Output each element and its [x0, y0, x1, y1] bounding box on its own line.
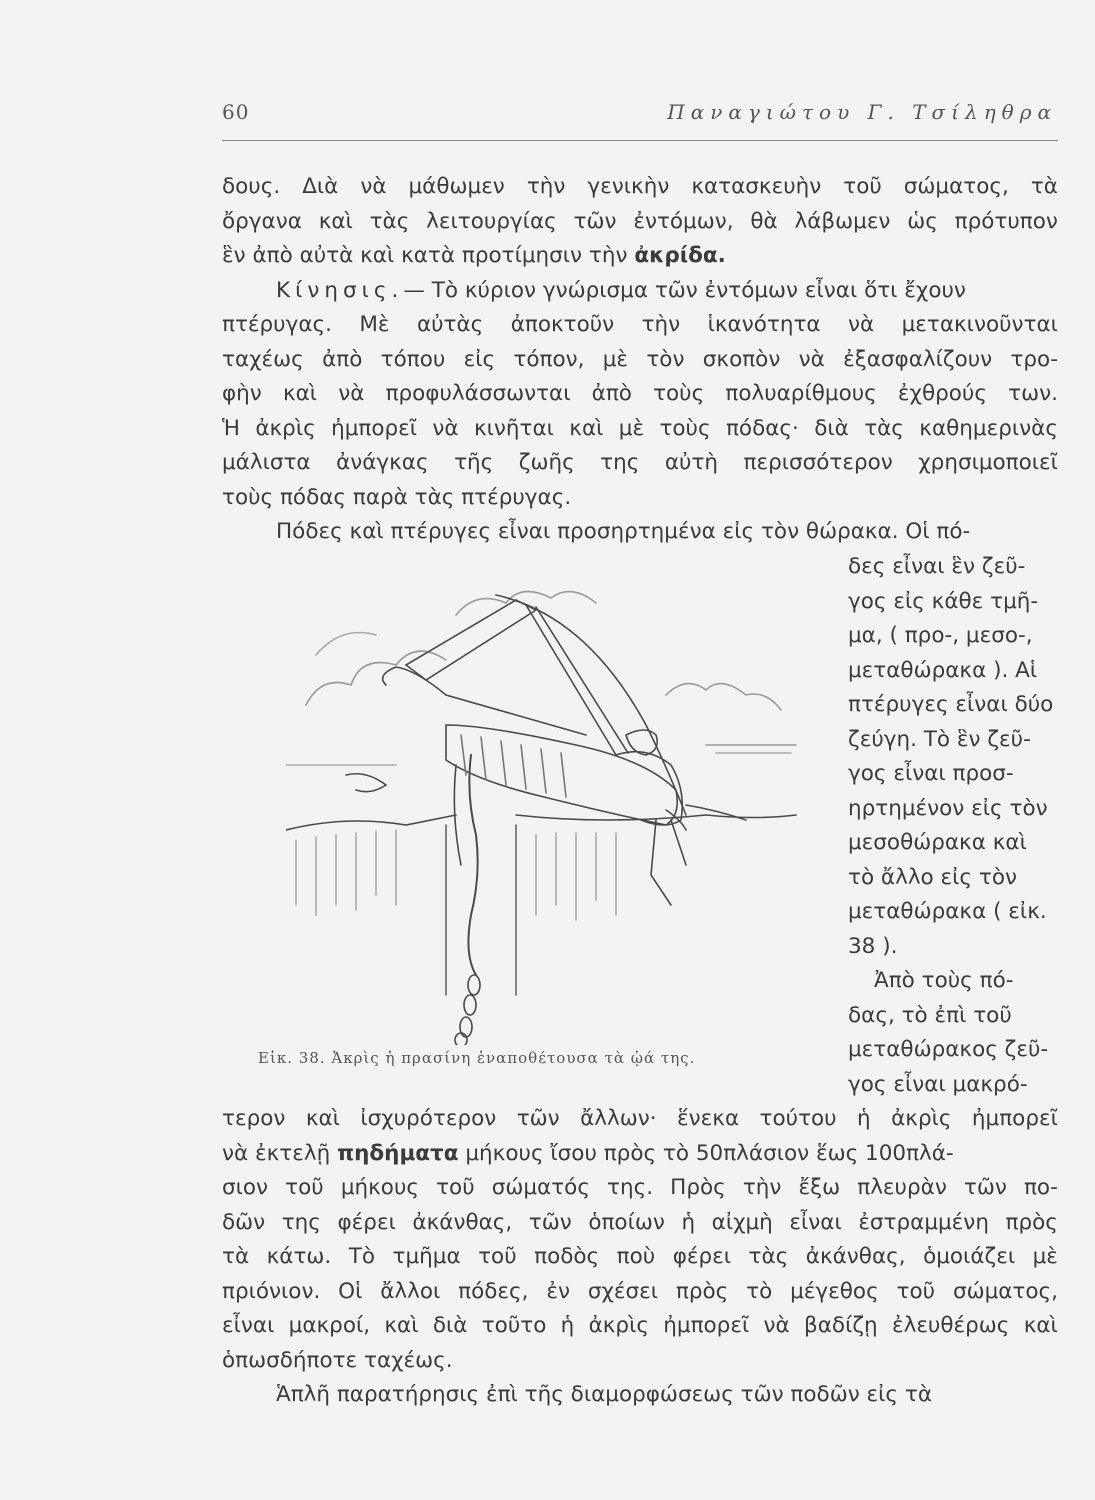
word: ἔξω — [798, 1175, 841, 1200]
side-line: πτέρυγες εἶναι δύο — [848, 692, 1054, 717]
text-line: τοὺς πόδας παρὰ τὰς πτέρυγας. — [222, 484, 572, 510]
text-segment: μήκους ἴσου πρὸς τὸ 50πλάσιον ἕως 100πλά- — [458, 1140, 954, 1166]
word: τῶν — [573, 208, 617, 234]
word: Ἡ — [222, 415, 240, 441]
side-line: δας, τὸ ἐπὶ τοῦ — [848, 1002, 1012, 1028]
word: ἄλλοι — [380, 1278, 441, 1304]
word: εἶναι — [222, 1313, 275, 1338]
word: σιον — [222, 1175, 269, 1200]
word: ὁποίων — [588, 1209, 665, 1235]
word: μάλιστα — [222, 450, 311, 475]
word: διὰ — [432, 1313, 468, 1338]
text-segment: νὰ ἐκτελῇ — [222, 1140, 338, 1166]
word: χρησιμοποιεῖ — [918, 450, 1058, 475]
word: σώματος, — [952, 1278, 1058, 1304]
word: Μὲ — [359, 312, 390, 337]
word: ἠμπορεῖ — [971, 1106, 1058, 1131]
word: τὸν — [646, 346, 685, 372]
grasshopper-illustration — [286, 575, 806, 1045]
word: ποὺ — [616, 1244, 656, 1269]
text-line: Πόδες καὶ πτέρυγες εἶναι προσηρτημένα εἰς τὸν θώρακα. Οἱ πό- — [276, 519, 971, 544]
word: ἀποκτοῦν — [510, 312, 615, 337]
top-text-block — [222, 170, 1058, 550]
word: ἐστραμμένη — [858, 1209, 989, 1235]
word: τῆς — [454, 450, 494, 475]
word: ἱκανότητα — [707, 312, 821, 337]
word: των. — [1008, 381, 1058, 406]
word: τὰς — [748, 1244, 789, 1269]
text-line: Ἁπλῆ παρατήρησις ἐπὶ τῆς διαμορφώσεως τῶν ποδῶν εἰς τὰ — [276, 1382, 933, 1407]
side-line: τὸ ἄλλο εἰς τὸν — [848, 864, 1017, 890]
word: μάθωμεν — [408, 174, 505, 199]
word: φέρει — [672, 1244, 732, 1269]
emphasis-term: πηδήματα — [337, 1140, 459, 1166]
word: θὰ — [750, 208, 778, 234]
word: τοῦ — [285, 1175, 324, 1200]
word: ἀκάνθας, — [805, 1244, 906, 1269]
word: ἀκάνθας, — [412, 1209, 513, 1235]
word: ποδὸς — [534, 1244, 600, 1269]
text-line — [222, 446, 1058, 481]
word: ὁμοιάζει — [923, 1244, 1016, 1269]
text-line — [222, 239, 1058, 274]
word: λάβωμεν — [794, 208, 891, 234]
text-line — [222, 1102, 1058, 1137]
running-head: Παναγιώτου Γ. Τσίληθρα — [667, 100, 1057, 124]
word: τῶν — [516, 1106, 560, 1131]
word: ὄργανα — [222, 208, 302, 234]
word: ζωῆς — [518, 450, 575, 475]
side-line: δες εἶναι ἓν ζεῦ- — [848, 554, 1026, 579]
word: κάτω. — [266, 1244, 332, 1269]
word: νὰ — [338, 381, 365, 406]
text-line — [222, 1171, 1058, 1206]
emphasis-term: ἀκρίδα. — [634, 243, 726, 268]
text-line — [222, 205, 1058, 240]
word: αἰχμὴ — [711, 1209, 773, 1235]
side-line: μα, ( προ-, μεσο-, — [848, 623, 1033, 648]
text-line — [222, 1309, 1058, 1344]
word: νὰ — [798, 346, 825, 372]
word: μέγεθος — [790, 1278, 879, 1304]
word: μὲ — [1032, 1244, 1058, 1269]
word: Πρὸς — [670, 1175, 726, 1200]
word: ἠμπορεῖ — [331, 415, 418, 441]
word: προφυλάσσωνται — [385, 381, 571, 406]
word: τὰ — [222, 1244, 250, 1269]
word: ἀνάγκας — [336, 450, 429, 475]
word: κατασκευὴν — [691, 174, 822, 199]
word: δους. — [222, 174, 281, 199]
word: καὶ — [305, 1106, 340, 1131]
word: ἐντόμων, — [633, 208, 734, 234]
section-heading: Κίνησις. — [276, 277, 404, 303]
word: πριόνιον. — [222, 1278, 321, 1304]
side-line: μεταθώρακα ). Αἱ — [848, 657, 1038, 683]
text-line — [222, 412, 1058, 447]
word: μακροί, — [288, 1313, 371, 1338]
word: δῶν — [222, 1209, 266, 1235]
word: φέρει — [337, 1209, 396, 1235]
word: ἡ — [857, 1106, 871, 1131]
word: ἕνεκα — [677, 1106, 740, 1131]
header-rule — [222, 140, 1058, 141]
word: ἀκρὶς — [891, 1106, 952, 1131]
page-number: 60 — [222, 100, 250, 124]
word: ἐχθρούς — [897, 381, 987, 406]
word: ἀπὸ — [591, 381, 632, 406]
word: αὐτὴ — [664, 450, 719, 475]
word: τῶν — [963, 1175, 1007, 1200]
word: ἐν — [546, 1278, 570, 1304]
word: της. — [607, 1175, 654, 1200]
bottom-text-block — [222, 1102, 1058, 1413]
word: ἐλευθέρως — [891, 1313, 1010, 1338]
text-line — [222, 377, 1058, 412]
section-lead-line — [222, 274, 1058, 309]
word: της — [600, 450, 640, 475]
word: τρο- — [1010, 346, 1058, 372]
word: μὲ — [602, 346, 629, 372]
word: πρὸς — [675, 1278, 729, 1304]
word: καὶ — [384, 1313, 419, 1338]
word: ἄλλων· — [580, 1106, 657, 1131]
word: ἠμπορεῖ — [663, 1313, 750, 1338]
word: καὶ — [282, 381, 318, 406]
word: σχέσει — [587, 1278, 659, 1304]
word: νὰ — [360, 174, 387, 199]
word: τοῦ — [843, 174, 882, 199]
word: ταχέως — [222, 346, 304, 372]
word: τὴν — [641, 312, 681, 337]
word: τῶν — [528, 1209, 572, 1235]
word: μήκους — [340, 1175, 420, 1200]
word: τοὺς — [659, 415, 711, 441]
word: διὰ — [814, 415, 849, 441]
word: βαδίζῃ — [804, 1313, 878, 1338]
word: τοῦ — [478, 1244, 517, 1269]
word: πρὸς — [1005, 1209, 1058, 1235]
word: της — [281, 1209, 321, 1235]
word: τοῦ — [436, 1175, 475, 1200]
word: ἀκρὶς — [255, 415, 316, 441]
word: καὶ — [569, 415, 604, 441]
word: σκοπὸν — [702, 346, 781, 372]
word: εἰς — [463, 346, 496, 372]
word: τόπου — [380, 346, 446, 372]
side-line: μεταθώρακος ζεῦ- — [848, 1037, 1049, 1062]
word: σώματος, — [903, 174, 1009, 199]
word: Τὸ — [348, 1244, 376, 1269]
side-line: 38 ). — [848, 933, 898, 959]
word: τούτου — [759, 1106, 837, 1131]
word: τμῆμα — [392, 1244, 461, 1269]
word: κινῆται — [473, 415, 554, 441]
word: ἀκρὶς — [588, 1313, 649, 1338]
word: ἀπὸ — [322, 346, 363, 372]
word: τόπον, — [513, 346, 585, 372]
side-line: ηρτημένον εἰς τὸν — [848, 795, 1048, 821]
word: πρότυπον — [954, 208, 1058, 234]
figure-caption: Εἰκ. 38. Ἀκρὶς ἡ πρασίνη ἐναποθέτουσα τὰ ᾠά της. — [258, 1049, 696, 1067]
word: πόδας· — [725, 415, 799, 441]
side-line: Ἀπὸ τοὺς πό- — [874, 968, 1014, 993]
word: τὴν — [742, 1175, 782, 1200]
word: πολυαρίθμους — [725, 381, 877, 406]
word: τὸ — [746, 1278, 773, 1304]
word: πο- — [1023, 1175, 1058, 1200]
word: αὐτὰς — [416, 312, 484, 337]
word: ἰσχυρότερον — [360, 1106, 497, 1131]
word: ὡς — [907, 208, 938, 234]
word: ἡ — [560, 1313, 575, 1338]
word: σώματός — [491, 1175, 590, 1200]
side-line: γος εἰς κάθε τμῆ- — [848, 588, 1039, 614]
text-line — [222, 1137, 1058, 1172]
word: τοὺς — [653, 381, 705, 406]
word: περισσότερον — [743, 450, 893, 475]
side-column — [848, 550, 1058, 1102]
word: καθημερινὰς — [919, 415, 1058, 441]
word: τερον — [222, 1106, 286, 1131]
word: τοῦ — [896, 1278, 936, 1304]
word: Οἱ — [338, 1278, 363, 1304]
word: ἡ — [681, 1209, 696, 1235]
text-line — [222, 1275, 1058, 1310]
word: εἶναι — [789, 1209, 842, 1235]
word: ἐξασφαλίζουν — [843, 346, 993, 372]
word: λειτουργίας — [426, 208, 557, 234]
text-line — [222, 1206, 1058, 1241]
word: πλευρὰν — [857, 1175, 947, 1200]
word: φὴν — [222, 381, 262, 406]
side-line: μεταθώρακα ( εἰκ. — [848, 899, 1047, 924]
word: τοῦτο — [481, 1313, 547, 1338]
word: νὰ — [432, 415, 459, 441]
side-line: γος εἶναι μακρό- — [848, 1071, 1028, 1097]
word: τὰς — [864, 415, 904, 441]
word: τὰς — [369, 208, 410, 234]
text-line: ὁπωσδήποτε ταχέως. — [222, 1347, 453, 1373]
word: Διὰ — [302, 174, 339, 199]
word: πτέρυγας. — [222, 312, 332, 337]
word: καὶ — [1023, 1313, 1058, 1338]
word: μετακινοῦνται — [901, 312, 1058, 337]
word: πόδες, — [458, 1278, 529, 1304]
side-line: μεσοθώρακα καὶ — [848, 830, 1027, 855]
word: νὰ — [848, 312, 875, 337]
word: νὰ — [763, 1313, 790, 1338]
text-line — [222, 343, 1058, 378]
word: μὲ — [618, 415, 645, 441]
text-segment: — Τὸ κύριον γνώρισμα τῶν ἐντόμων εἶναι ὅτι ἔχουν — [403, 277, 966, 303]
text-line — [222, 170, 1058, 205]
side-line: γος εἶναι προσ- — [848, 761, 1014, 786]
text-segment: ἓν ἀπὸ αὐτὰ καὶ κατὰ προτίμησιν τὴν — [222, 243, 635, 268]
word: καὶ — [318, 208, 353, 234]
word: τὴν — [526, 174, 566, 199]
side-line: ζεύγη. Τὸ ἓν ζεῦ- — [848, 726, 1031, 752]
word: γενικὴν — [587, 174, 670, 199]
text-line — [222, 308, 1058, 343]
text-line — [222, 1240, 1058, 1275]
word: τὰ — [1030, 174, 1058, 199]
